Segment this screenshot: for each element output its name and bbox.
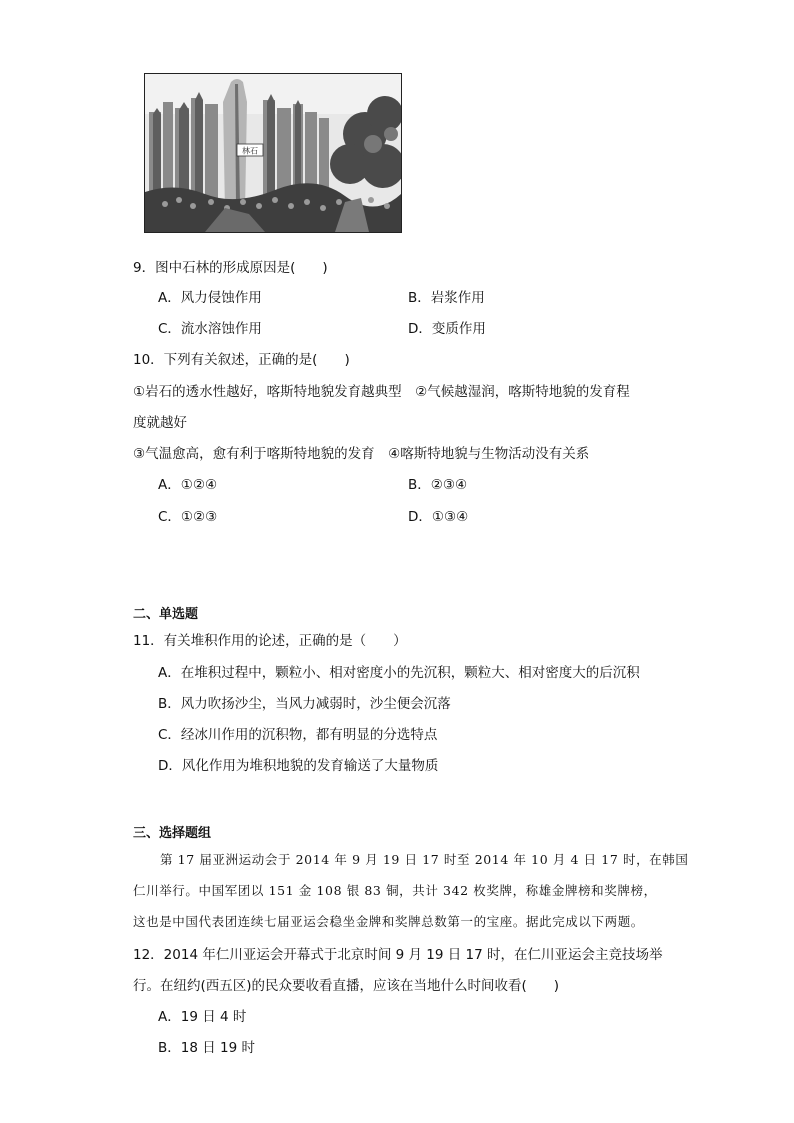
q10-statement-line1: ①岩石的透水性越好，喀斯特地貌发育越典型 ②气候越湿润，喀斯特地貌的发育程 xyxy=(133,384,630,400)
passage-line3: 这也是中国代表团连续七届亚运会稳坐金牌和奖牌总数第一的宝座。据此完成以下两题。 xyxy=(133,914,644,929)
q10-statement-line2: 度就越好 xyxy=(133,415,187,431)
q10-statement-line3: ③气温愈高，愈有利于喀斯特地貌的发育 ④喀斯特地貌与生物活动没有关系 xyxy=(133,446,590,462)
q9-option-d[interactable]: D．变质作用 xyxy=(408,321,486,337)
q11-option-b[interactable]: B．风力吹扬沙尘，当风力减弱时，沙尘便会沉落 xyxy=(158,696,451,712)
stone-forest-photo xyxy=(144,73,402,233)
q11-option-d[interactable]: D．风化作用为堆积地貌的发育输送了大量物质 xyxy=(158,758,439,774)
q9-option-a[interactable]: A．风力侵蚀作用 xyxy=(158,290,262,306)
passage-line2: 仁川举行。中国军团以 151 金 108 银 83 铜，共计 342 枚奖牌，称雄金牌榜和奖牌榜， xyxy=(133,883,657,898)
q10-option-b[interactable]: B．②③④ xyxy=(408,477,468,493)
section-title-question-group: 三、选择题组 xyxy=(133,826,212,841)
q12-stem-line1: 12．2014 年仁川亚运会开幕式于北京时间 9 月 19 日 17 时，在仁川亚运会主竞技场举 xyxy=(133,947,663,963)
q12-option-b[interactable]: B．18 日 19 时 xyxy=(158,1040,255,1056)
q10-option-c[interactable]: C．①②③ xyxy=(158,509,218,525)
q11-stem: 11．有关堆积作用的论述，正确的是（ ） xyxy=(133,633,407,649)
q12-option-a[interactable]: A．19 日 4 时 xyxy=(158,1009,247,1025)
q10-option-d[interactable]: D．①③④ xyxy=(408,509,469,525)
passage-line1: 第 17 届亚洲运动会于 2014 年 9 月 19 日 17 时至 2014 年 10 月 4 日 17 时，在韩国 xyxy=(160,852,689,867)
q9-stem: 9．图中石林的形成原因是( ) xyxy=(133,260,328,276)
q10-option-a[interactable]: A．①②④ xyxy=(158,477,218,493)
photo-sign-text: 林石 xyxy=(242,146,258,156)
section-title-single-choice: 二、单选题 xyxy=(133,607,199,622)
q12-stem-line2: 行。在纽约(西五区)的民众要收看直播，应该在当地什么时间收看( ) xyxy=(133,978,560,994)
q9-option-b[interactable]: B．岩浆作用 xyxy=(408,290,485,306)
q10-stem: 10．下列有关叙述，正确的是( ) xyxy=(133,352,350,368)
q11-option-c[interactable]: C．经冰川作用的沉积物，都有明显的分选特点 xyxy=(158,727,438,743)
q9-option-c[interactable]: C．流水溶蚀作用 xyxy=(158,321,262,337)
q11-option-a[interactable]: A．在堆积过程中，颗粒小、相对密度小的先沉积，颗粒大、相对密度大的后沉积 xyxy=(158,665,640,681)
